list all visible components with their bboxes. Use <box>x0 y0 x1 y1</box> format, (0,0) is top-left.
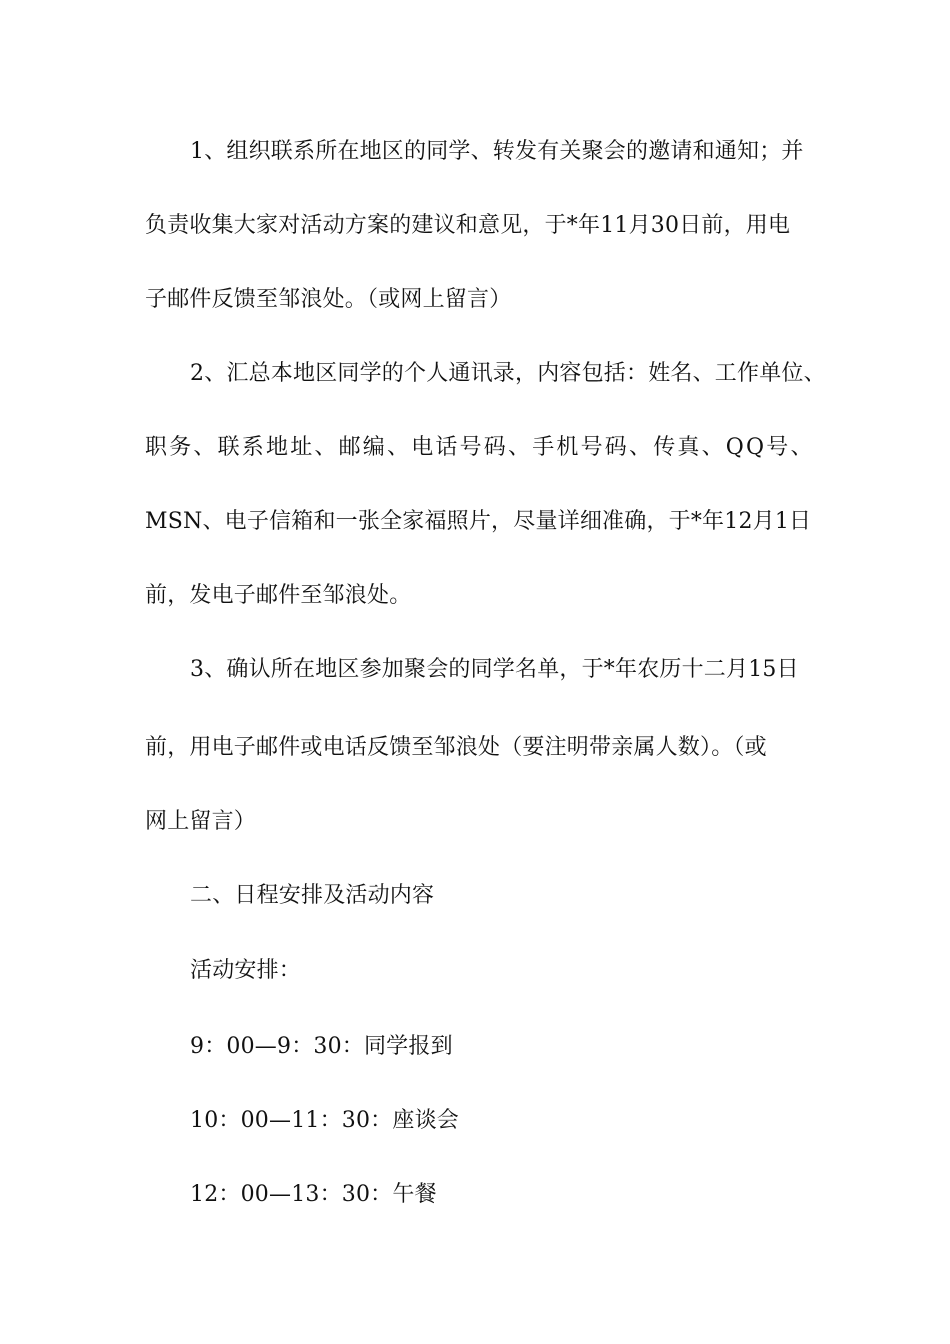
paragraph-2-line-2: 职务、联系地址、邮编、电话号码、手机号码、传真、QQ号、 <box>145 435 815 460</box>
paragraph-1-line-3: 子邮件反馈至邹浪处。（或网上留言） <box>145 287 512 312</box>
schedule-item-lunch: 12：00—13：30：午餐 <box>190 1182 437 1207</box>
schedule-item-checkin: 9：00—9：30：同学报到 <box>190 1034 453 1059</box>
paragraph-3-line-1: 3、确认所在地区参加聚会的同学名单，于*年农历十二月15日 <box>190 657 799 682</box>
paragraph-2-line-4: 前，发电子邮件至邹浪处。 <box>145 583 412 608</box>
paragraph-1-line-1: 1、组织联系所在地区的同学、转发有关聚会的邀请和通知；并 <box>190 139 804 164</box>
schedule-label: 活动安排： <box>190 958 302 983</box>
paragraph-3-line-2: 前，用电子邮件或电话反馈至邹浪处（要注明带亲属人数）。（或 <box>145 735 767 760</box>
paragraph-2-line-1: 2、汇总本地区同学的个人通讯录，内容包括：姓名、工作单位、 <box>190 361 826 386</box>
section-heading: 二、日程安排及活动内容 <box>190 883 435 908</box>
paragraph-3-line-3: 网上留言） <box>145 809 257 834</box>
schedule-item-meeting: 10：00—11：30：座谈会 <box>190 1108 459 1133</box>
paragraph-1-line-2: 负责收集大家对活动方案的建议和意见，于*年11月30日前，用电 <box>145 213 791 238</box>
paragraph-2-line-3: MSN、电子信箱和一张全家福照片，尽量详细准确，于*年12月1日 <box>145 509 812 534</box>
